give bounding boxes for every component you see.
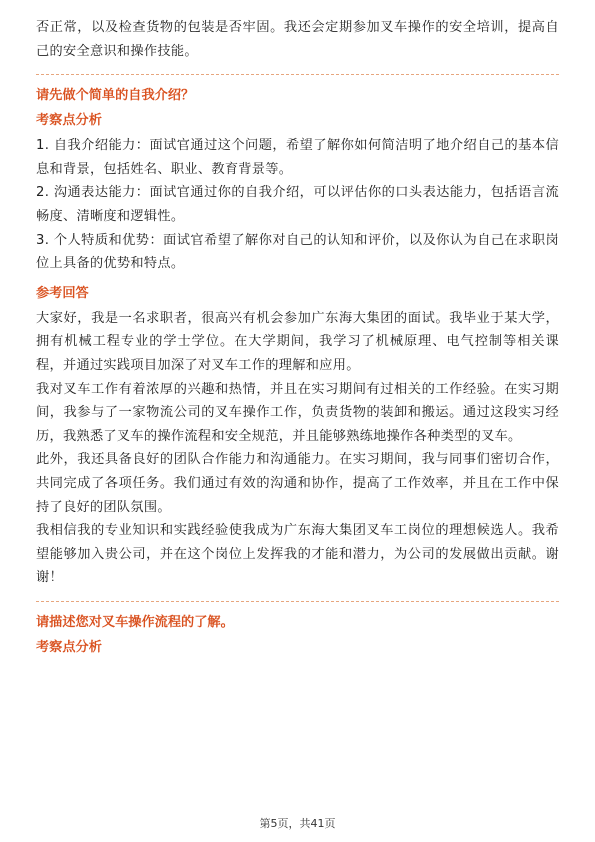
question-title: 请描述您对叉车操作流程的了解。 (36, 614, 234, 630)
analysis-item: 1. 自我介绍能力：面试官通过这个问题，希望了解你如何简洁明了地介绍自己的基本信息和背景，包括姓名、职业、教育背景等。 (36, 138, 559, 177)
answer-paragraph: 我对叉车工作有着浓厚的兴趣和热情，并且在实习期间有过相关的工作经验。在实习期间，我参与了一家物流公司的叉车操作工作，负责货物的装卸和搬运。通过这段实习经历，我熟悉了叉车的操作流程和安全规范，并且能够熟练地操作各种类型的叉车。 (36, 381, 559, 444)
analysis-label: 考察点分析 (36, 113, 102, 129)
answer-paragraph: 大家好，我是一名求职者，很高兴有机会参加广东海大集团的面试。我毕业于某大学，拥有机械工程专业的学士学位。在大学期间，我学习了机械原理、电气控制等相关课程，并通过实践项目加深了对叉车工作的理解和应用。 (36, 310, 559, 373)
intro-paragraph: 否正常，以及检查货物的包装是否牢固。我还会定期参加叉车操作的安全培训，提高自己的安全意识和操作技能。 (36, 20, 559, 59)
page-content (36, 16, 559, 661)
question-title: 请先做个简单的自我介绍？ (36, 88, 195, 104)
section-divider (36, 601, 559, 602)
answer-paragraph: 我相信我的专业知识和实践经验使我成为广东海大集团叉车工岗位的理想候选人。我希望能够加入贵公司，并在这个岗位上发挥我的才能和潜力，为公司的发展做出贡献。谢谢！ (36, 523, 559, 586)
section-divider (36, 74, 559, 75)
question-block-forklift-process (36, 611, 559, 659)
question-block-self-intro (36, 84, 559, 590)
analysis-label: 考察点分析 (36, 639, 102, 655)
analysis-item: 3. 个人特质和优势：面试官希望了解你对自己的认知和评价，以及你认为自己在求职岗位上具备的优势和特点。 (36, 232, 559, 272)
page-number: 第5页，共41页 (259, 817, 336, 830)
analysis-item: 2. 沟通表达能力：面试官通过你的自我介绍，可以评估你的口头表达能力，包括语言流畅度、清晰度和逻辑性。 (36, 185, 559, 224)
answer-label: 参考回答 (36, 285, 89, 301)
answer-paragraph: 此外，我还具备良好的团队合作能力和沟通能力。在实习期间，我与同事们密切合作，共同完成了各项任务。我们通过有效的沟通和协作，提高了工作效率，并且在工作中保持了良好的团队氛围。 (36, 452, 559, 515)
